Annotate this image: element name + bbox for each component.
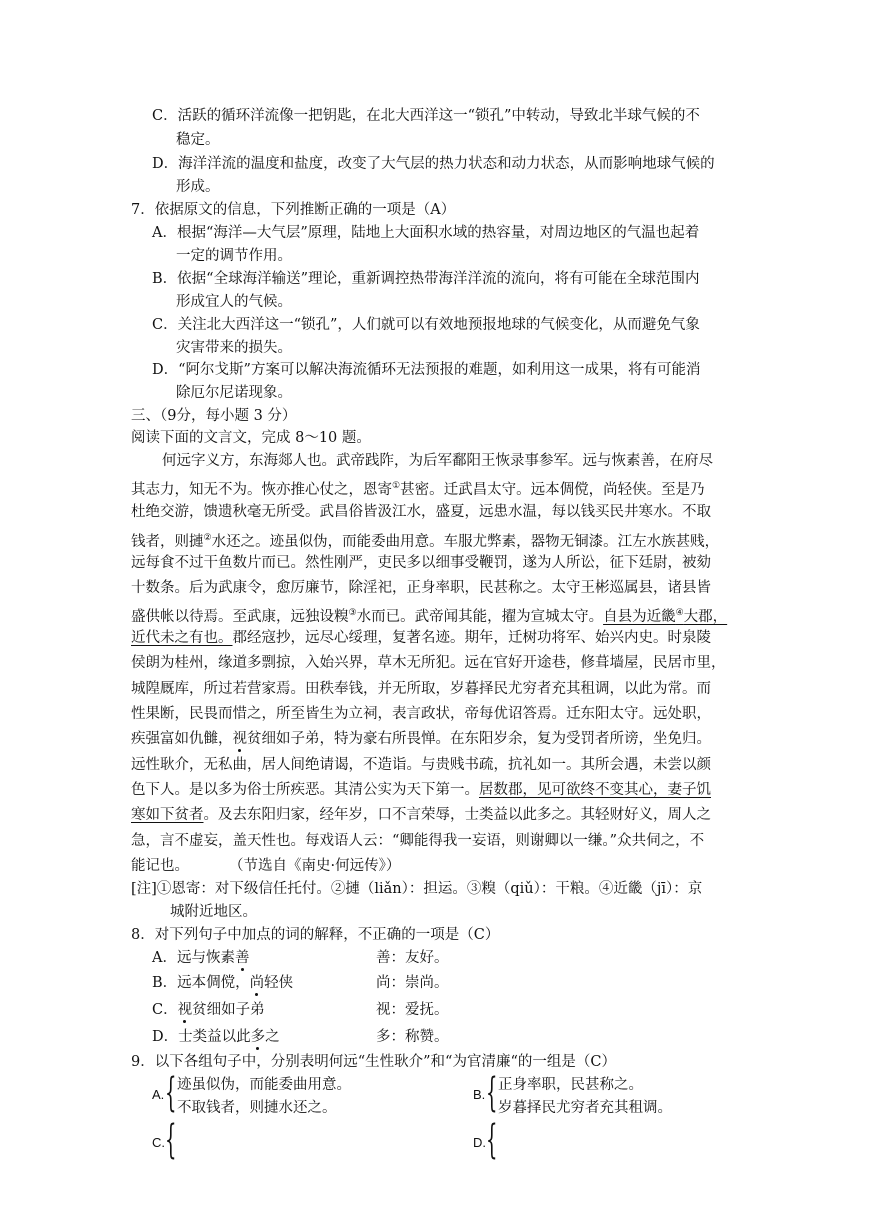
q8-option-gloss: 视：爱抚。 bbox=[376, 1002, 449, 1018]
underlined-sentence: 居数郡，见可欲终不变其心，妻子饥 bbox=[479, 782, 711, 798]
passage-line: 疾强富如仇雠，视贫细如子弟，特为豪右所畏惮。在东阳岁余，复为受罚者所谤，坐免归。 bbox=[131, 731, 711, 747]
q9-option-b-label: B. bbox=[473, 1087, 486, 1102]
footnote-marker: ③ bbox=[348, 608, 357, 618]
passage-line: 其志力，知无不为。恢亦推心仗之，恩寄①甚密。迁武昌太守。远本倜傥，尚轻侠。至是乃 bbox=[131, 481, 705, 498]
q9-option-a-brace: { bbox=[165, 1070, 177, 1116]
q7-option-b-line2: 形成宜人的气候。 bbox=[176, 294, 292, 310]
passage-line: 杜绝交游，馈遗秋毫无所受。武昌俗皆汲江水，盛夏，远患水温，每以钱买民井寒水。不取 bbox=[131, 504, 711, 520]
q8-option: D．士类益以此多之 bbox=[152, 1029, 280, 1045]
passage-line: 钱者，则摙②水还之。迹虽似伪，而能委曲用意。车服尤弊素，器物无铜漆。江左水族甚贱， bbox=[131, 533, 720, 550]
q7-option-a-line1: A．根据“海洋—大气层”原理，陆地上大面积水域的热容量，对周边地区的气温也起着 bbox=[152, 225, 700, 241]
q9-option-d-label: D. bbox=[473, 1135, 486, 1150]
footnotes-line1: [注]①恩寄：对下级信任托付。②摙（liǎn）：担运。③糗（qiǔ）：干粮。④近畿（jī）：京 bbox=[131, 881, 703, 897]
q8-option-gloss: 尚：崇尚。 bbox=[376, 975, 449, 991]
q7-stem: 7．依据原文的信息，下列推断正确的一项是（A） bbox=[131, 202, 456, 218]
dotted-word: 视 bbox=[177, 1002, 193, 1018]
q8-option-gloss: 善：友好。 bbox=[376, 950, 449, 966]
passage-source: （节选自《南史·何远传》） bbox=[229, 858, 401, 874]
q6-option-d-line2: 形成。 bbox=[176, 179, 220, 195]
passage-line: 何远字义方，东海郯人也。武帝践阼，为后军鄱阳王恢录事参军。远与恢素善，在府尽 bbox=[162, 453, 713, 469]
q9-stem: 9．以下各组句子中，分别表明何远“生性耿介”和“为官清廉“的一组是（C） bbox=[131, 1054, 616, 1070]
q7-option-d-line2: 除厄尔尼诺现象。 bbox=[176, 385, 292, 401]
passage-line: 色下人。是以多为俗士所疾恶。其清公实为天下第一。居数郡，见可欲终不变其心，妻子饥 bbox=[131, 782, 711, 798]
q9-option-d-brace: { bbox=[486, 1117, 498, 1163]
passage-line: 城隍厩库，所过若营家焉。田秩奉钱，并无所取，岁暮择民尤穷者充其租调，以此为常。而 bbox=[131, 681, 711, 697]
q9-option-b-line1: 正身率职，民甚称之。 bbox=[498, 1077, 643, 1093]
footnote-marker: ② bbox=[203, 533, 212, 543]
q9-option-c-brace: { bbox=[165, 1117, 177, 1163]
underlined-sentence: 近代未之有也。 bbox=[131, 630, 233, 646]
dotted-word: 视 bbox=[232, 731, 247, 747]
section-3-title: 三、（9分，每小题 3 分） bbox=[131, 408, 297, 424]
q7-option-a-line2: 一定的调节作用。 bbox=[176, 248, 292, 264]
passage-line: 急，言不虚妄，盖天性也。每戏语人云：“卿能得我一妄语，则谢卿以一缣。”众共伺之，不 bbox=[131, 833, 705, 849]
q7-option-c-line2: 灾害带来的损失。 bbox=[176, 340, 292, 356]
underlined-sentence: 自县为近畿④大郡， bbox=[603, 608, 728, 625]
q6-option-c-line1: C．活跃的循环洋流像一把钥匙，在北大西洋这一“锁孔”中转动，导致北半球气候的不 bbox=[152, 108, 700, 124]
q7-option-d-line1: D．“阿尔戈斯”方案可以解决海流循环无法预报的难题，如利用这一成果，将有可能消 bbox=[152, 362, 701, 378]
q7-option-c-line1: C．关注北大西洋这一“锁孔”，人们就可以有效地预报地球的气候变化，从而避免气象 bbox=[152, 317, 700, 333]
q8-stem: 8．对下列句子中加点的词的解释，不正确的一项是（C） bbox=[131, 927, 500, 943]
q9-option-b-line2: 岁暮择民尤穷者充其租调。 bbox=[498, 1100, 672, 1116]
q9-option-a-line2: 不取钱者，则摙水还之。 bbox=[177, 1100, 337, 1116]
passage-line: 十数条。后为武康令，愈厉廉节，除淫祀，正身率职，民甚称之。太守王彬巡属县，诸县皆 bbox=[131, 580, 711, 596]
passage-line: 远每食不过干鱼数片而已。然性刚严，吏民多以细事受鞭罚，遂为人所讼，征下廷尉，被劾 bbox=[131, 555, 711, 571]
q8-option: C．视贫细如子弟 bbox=[152, 1002, 265, 1018]
q8-option: B．远本倜傥，尚轻侠 bbox=[152, 975, 294, 991]
q6-option-d-line1: D．海洋洋流的温度和盐度，改变了大气层的热力状态和动力状态，从而影响地球气候的 bbox=[152, 156, 715, 172]
q8-option: A．远与恢素善 bbox=[152, 950, 250, 966]
q6-option-c-line2: 稳定。 bbox=[176, 132, 220, 148]
passage-line: 远性耿介，无私曲，居人间绝请谒，不造诣。与贵贱书疏，抗礼如一。其所会遇，未尝以颜 bbox=[131, 757, 711, 773]
dotted-word: 多 bbox=[250, 1029, 266, 1045]
passage-line: 盛供帐以待焉。至武康，远独设糗③水而已。武帝闻其能，擢为宣城太守。自县为近畿④大郡， bbox=[131, 608, 728, 625]
dotted-word: 尚 bbox=[249, 975, 265, 991]
q9-option-c-label: C. bbox=[152, 1135, 165, 1150]
footnote-marker: ① bbox=[392, 481, 401, 491]
passage-line: 侯朗为桂州，缘道多剽掠，入始兴界，草木无所犯。远在官好开途巷，修葺墙屋，民居市里， bbox=[131, 655, 726, 671]
footnotes-line2: 城附近地区。 bbox=[170, 904, 257, 920]
passage-line: 近代未之有也。郡经寇抄，远尽心绥理，复著名迹。期年，迁树功将军、始兴内史。时泉陵 bbox=[131, 630, 711, 646]
dotted-word: 善 bbox=[234, 950, 250, 966]
passage-line: 能记也。 （节选自《南史·何远传》） bbox=[131, 858, 401, 874]
section-3-instruction: 阅读下面的文言文，完成 8～10 题。 bbox=[131, 430, 371, 446]
passage-line: 性果断，民畏而惜之，所至皆生为立祠，表言政状，帝每优诏答焉。迁东阳太守。远处职， bbox=[131, 706, 711, 722]
passage-line: 寒如下贫者。及去东阳归家，经年岁，口不言荣辱，士类益以此多之。其轻财好义，周人之 bbox=[131, 807, 711, 823]
underlined-sentence: 寒如下贫者 bbox=[131, 807, 204, 823]
q9-option-a-label: A. bbox=[152, 1087, 165, 1102]
q8-option-gloss: 多：称赞。 bbox=[376, 1029, 449, 1045]
q9-option-a-line1: 迹虽似伪，而能委曲用意。 bbox=[177, 1077, 351, 1093]
q9-option-b-brace: { bbox=[486, 1070, 498, 1116]
q7-option-b-line1: B．依据“全球海洋输送”理论，重新调控热带海洋洋流的流向，将有可能在全球范围内 bbox=[152, 271, 700, 287]
